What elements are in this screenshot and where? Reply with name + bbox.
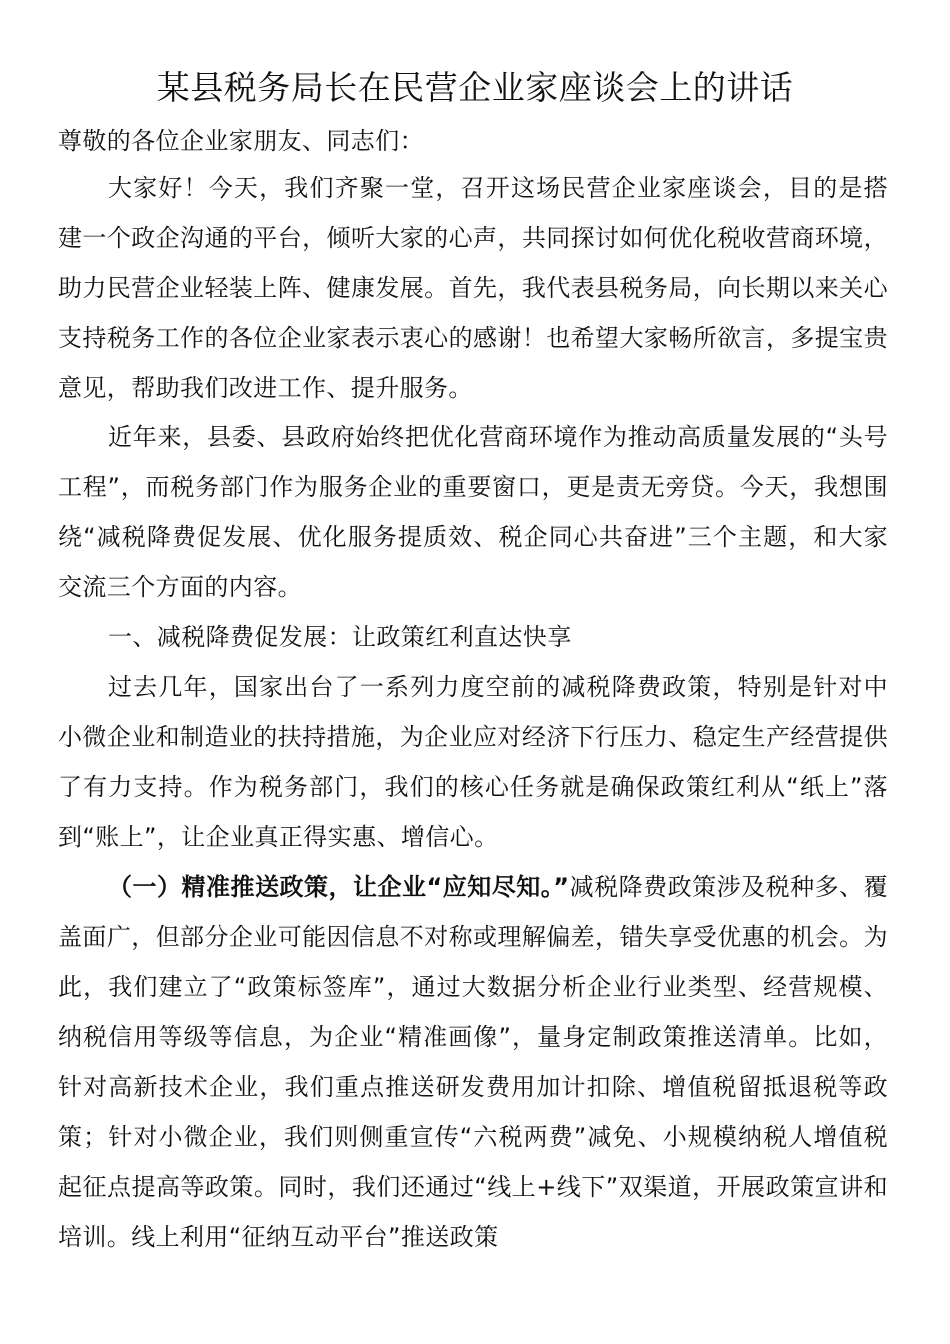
paragraph-section-1: 过去几年，国家出台了一系列力度空前的减税降费政策，特别是针对中小微企业和制造业的扶持措施，为企业应对经济下行压力、稳定生产经营提供了有力支持。作为税务部门，我们的核心任务就是确保政策红利从“纸上”落到“账上”，让企业真正得实惠、增信心。 (58, 673, 888, 851)
subsection-heading: （一）精准推送政策，让企业“应知尽知。” (108, 873, 570, 901)
salutation: 尊敬的各位企业家朋友、同志们： (58, 127, 424, 155)
subsection-paragraph (58, 862, 888, 1262)
document-title: 某县税务局长在民营企业家座谈会上的讲话 (156, 68, 794, 107)
subsection-text: 减税降费政策涉及税种多、覆盖面广，但部分企业可能因信息不对称或理解偏差，错失享受优惠的机会。为此，我们建立了“政策标签库”，通过大数据分析企业行业类型、经营规模、纳税信用等级等信息，为企业“精准画像”，量身定制政策推送清单。比如，针对高新技术企业，我们重点推送研发费用加计扣除、增值税留抵退税等政策；针对小微企业，我们则侧重宣传“六税两费”减免、小规模纳税人增值税起征点提高等政策。同时，我们还通过“线上+线下”双渠道，开展政策宣讲和培训。线上利用“征纳互动平台”推送政策 (58, 873, 889, 1251)
paragraph-background: 近年来，县委、县政府始终把优化营商环境作为推动高质量发展的“头号工程”，而税务部门作为服务企业的重要窗口，更是责无旁贷。今天，我想围绕“减税降费促发展、优化服务提质效、税企同心共奋进”三个主题，和大家交流三个方面的内容。 (58, 423, 888, 601)
paragraph-opening: 大家好！今天，我们齐聚一堂，召开这场民营企业家座谈会，目的是搭建一个政企沟通的平台，倾听大家的心声，共同探讨如何优化税收营商环境，助力民营企业轻装上阵、健康发展。首先，我代表县税务局，向长期以来关心支持税务工作的各位企业家表示衷心的感谢！也希望大家畅所欲言，多提宝贵意见，帮助我们改进工作、提升服务。 (58, 174, 888, 402)
section-heading-1: 一、减税降费促发展：让政策红利直达快享 (108, 623, 572, 651)
